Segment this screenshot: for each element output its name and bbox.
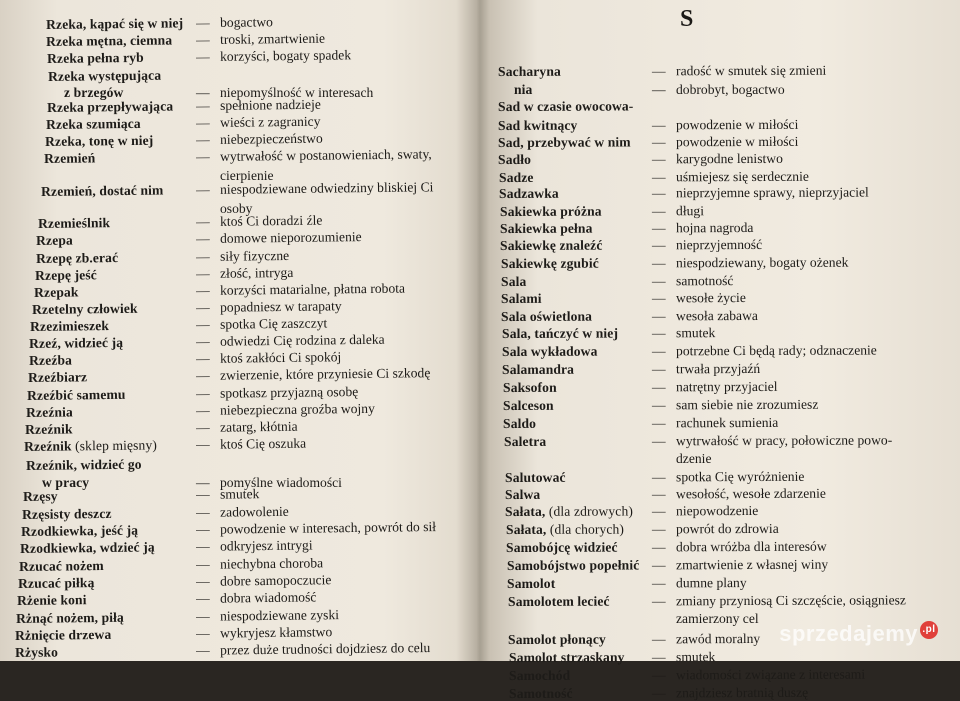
entry-term-line2: nia bbox=[514, 82, 533, 97]
entry-term bbox=[36, 250, 118, 266]
entry-meaning: smutek bbox=[675, 649, 716, 665]
entry-meaning: niespodziewany, bogaty ożenek bbox=[675, 254, 849, 271]
entry-term-text: Salceson bbox=[503, 397, 554, 413]
entry-meaning: zmartwienie z własnej winy bbox=[675, 556, 829, 573]
entry-term-text: Rzucać piłką bbox=[18, 575, 95, 591]
entry-term bbox=[17, 592, 87, 608]
entry-term bbox=[501, 274, 526, 289]
entry-dash: — bbox=[195, 590, 210, 606]
entry-term bbox=[19, 558, 104, 574]
entry-term bbox=[501, 256, 599, 271]
entry-dash: — bbox=[196, 475, 210, 490]
entry-meaning: zmiany przyniosą Ci szczęście, osiągniesz bbox=[675, 592, 906, 609]
entry-term-text: Salutować bbox=[505, 469, 566, 485]
entry-term bbox=[503, 380, 557, 395]
entry-term bbox=[15, 644, 58, 660]
entry-term bbox=[29, 352, 72, 368]
entry-term bbox=[26, 404, 73, 420]
entry-meaning: powodzenie w miłości bbox=[675, 133, 799, 150]
entry-term-text: Rzeź, widzieć ją bbox=[29, 334, 124, 351]
entry-meaning: hojna nagroda bbox=[675, 219, 754, 236]
entry-term bbox=[498, 152, 531, 167]
entry-meaning: pomyślne wiadomości bbox=[220, 475, 342, 490]
entry-term bbox=[500, 238, 602, 253]
entry-meaning: dobre samopoczucie bbox=[219, 572, 332, 589]
entry-dash: — bbox=[651, 397, 666, 413]
entry-dash: — bbox=[651, 469, 666, 485]
entry-term bbox=[16, 610, 124, 626]
entry-term-text: Sałata, bbox=[505, 503, 546, 519]
entry-meaning: korzyści matarialne, płatna robota bbox=[219, 280, 406, 298]
entry-term-text: Salwa bbox=[505, 486, 541, 502]
entry-term-text: Rzeka występująca bbox=[48, 67, 162, 84]
entry-term-text: Sadło bbox=[498, 151, 532, 167]
entry-meaning: wytrwałość w pracy, połowiczne powo- bbox=[675, 432, 893, 449]
entry-term-text: Rzemień bbox=[44, 150, 96, 166]
entry-dash: — bbox=[195, 642, 210, 658]
entry-term-line2: w pracy bbox=[42, 475, 90, 490]
entry-meaning: sam siebie nie zrozumiesz bbox=[675, 396, 819, 413]
entry-dash: — bbox=[195, 149, 210, 165]
entry-term bbox=[505, 470, 566, 485]
entry-term-text: Sad kwitnący bbox=[498, 117, 578, 133]
entry-meaning: smutek bbox=[675, 325, 716, 341]
entry-dash: — bbox=[196, 85, 210, 100]
entry-term-text: Rzepa bbox=[36, 232, 73, 248]
entry-dash: — bbox=[651, 685, 666, 701]
entry-term bbox=[506, 522, 624, 537]
entry-meaning: spotka Cię zaszczyt bbox=[219, 315, 328, 332]
entry-term-text: Sakiewka pełna bbox=[500, 220, 593, 236]
entry-dash: — bbox=[195, 556, 210, 572]
entry-meaning: niespodziewane zyski bbox=[219, 607, 340, 624]
entry-term bbox=[500, 204, 602, 219]
entry-meaning: spotka Cię wyróżnienie bbox=[675, 468, 805, 485]
entry-term-text: Saksofon bbox=[503, 379, 557, 395]
entry-term bbox=[501, 309, 592, 324]
entry-meaning: dobrobyt, bogactwo bbox=[676, 82, 785, 97]
entry-term bbox=[46, 15, 183, 32]
entry-meaning: wiadomości związane z interesami bbox=[675, 666, 866, 683]
entry-dash: — bbox=[651, 649, 666, 665]
entry-dash: — bbox=[651, 521, 666, 537]
entry-term bbox=[25, 421, 73, 437]
entry-dash: — bbox=[651, 343, 666, 359]
entry-term bbox=[27, 387, 126, 403]
entry-term bbox=[502, 326, 618, 341]
entry-term-text: Samochód bbox=[509, 667, 571, 683]
entry-term bbox=[509, 686, 573, 701]
entry-term-text: Salamandra bbox=[502, 361, 575, 377]
entry-meaning: wesołość, wesołe zdarzenie bbox=[675, 485, 826, 502]
entry-meaning: korzyści, bogaty spadek bbox=[219, 47, 352, 64]
entry-dash: — bbox=[651, 134, 666, 150]
entry-meaning: złość, intryga bbox=[219, 264, 294, 281]
entry-term-text: Samobójstwo popełnić bbox=[507, 557, 640, 573]
entry-dash: — bbox=[195, 538, 210, 554]
entry-dash: — bbox=[651, 255, 666, 271]
entry-dash: — bbox=[651, 169, 666, 185]
entry-term-text: Rzeźbić samemu bbox=[27, 386, 126, 403]
entry-term bbox=[24, 437, 157, 454]
entry-meaning: nieprzyjemne sprawy, nieprzyjaciel bbox=[675, 184, 869, 201]
entry-dash: — bbox=[651, 220, 666, 236]
entry-term bbox=[498, 118, 577, 133]
entry-term bbox=[509, 668, 570, 683]
entry-term-text: Sakiewkę znaleźć bbox=[500, 237, 603, 253]
entry-term-note: (dla zdrowych) bbox=[548, 503, 633, 519]
entry-meaning: ktoś zakłóci Ci spokój bbox=[219, 349, 342, 366]
entry-term-text: Rzeźnia bbox=[26, 404, 73, 420]
entry-term bbox=[498, 134, 631, 150]
right-page bbox=[484, 0, 960, 701]
watermark-logo: sprzedajemy .pl bbox=[779, 621, 938, 647]
entry-dash: — bbox=[651, 503, 666, 519]
entry-term-text: Rzęsy bbox=[23, 488, 58, 504]
entry-term bbox=[502, 362, 574, 377]
entry-term bbox=[30, 318, 109, 334]
entry-dash: — bbox=[651, 486, 666, 502]
entry-meaning: odkryjesz intrygi bbox=[219, 537, 313, 554]
entry-meaning: niepomyślność w interesach bbox=[220, 85, 374, 100]
entry-dash: — bbox=[651, 361, 666, 377]
entry-term bbox=[498, 64, 561, 79]
entry-dash: — bbox=[651, 151, 666, 167]
entry-dash: — bbox=[195, 15, 210, 31]
entry-dash: — bbox=[195, 367, 210, 383]
entry-meaning: domowe nieporozumienie bbox=[219, 229, 362, 246]
entry-dash: — bbox=[651, 415, 666, 431]
entry-term bbox=[504, 434, 546, 449]
entry-meaning: radość w smutek się zmieni bbox=[675, 62, 827, 79]
entry-term-text: Rzeka mętna, ciemna bbox=[46, 32, 173, 49]
entry-dash: — bbox=[195, 213, 210, 230]
entry-meaning: bogactwo bbox=[219, 14, 274, 30]
entry-term-text: Sakiewkę zgubić bbox=[501, 255, 599, 271]
entry-term bbox=[502, 344, 598, 359]
entry-term bbox=[509, 650, 625, 665]
entry-term-text: Sala, tańczyć w niej bbox=[502, 325, 619, 341]
entry-dash: — bbox=[651, 117, 666, 133]
entry-term bbox=[501, 291, 542, 306]
entry-term bbox=[36, 233, 73, 248]
entry-term bbox=[508, 632, 606, 647]
entry-term-text: Sala wykładowa bbox=[502, 343, 598, 359]
entry-meaning-continuation: dzenie bbox=[676, 451, 712, 466]
entry-term-text: Rzeka szumiąca bbox=[46, 115, 141, 132]
entry-meaning: wieści z zagranicy bbox=[219, 113, 321, 130]
entry-term-text: Rzodkiewka, jeść ją bbox=[21, 522, 139, 539]
entry-term bbox=[23, 489, 58, 504]
entry-term bbox=[35, 267, 97, 283]
entry-meaning: spełnione nadzieje bbox=[219, 96, 321, 113]
entry-meaning: ktoś Cię oszuka bbox=[219, 435, 307, 452]
entry-meaning: niechybna choroba bbox=[219, 555, 324, 572]
entry-term-text: Rzepę jeść bbox=[35, 267, 97, 283]
entry-term-text: Saletra bbox=[504, 433, 547, 449]
entry-dash: — bbox=[651, 433, 666, 449]
entry-term bbox=[41, 183, 164, 199]
entry-dash: — bbox=[195, 265, 210, 282]
entry-term-text: Rzepę zb.erać bbox=[36, 250, 119, 266]
entry-term-text: Rżysko bbox=[15, 644, 59, 660]
entry-meaning-continuation: osoby bbox=[220, 201, 253, 216]
entry-term-text: Samolot płonący bbox=[508, 631, 606, 647]
entry-term-text: Sałata, bbox=[506, 521, 547, 537]
entry-dash: — bbox=[195, 248, 210, 265]
entry-term-text: Sakiewka próżna bbox=[500, 203, 602, 219]
entry-term-text: Rzemieślnik bbox=[38, 215, 111, 231]
entry-term bbox=[45, 133, 153, 149]
entry-meaning: wykryjesz kłamstwo bbox=[219, 624, 333, 641]
entry-term-text: Rzeźbiarz bbox=[28, 369, 88, 385]
entry-meaning: zadowolenie bbox=[219, 503, 289, 520]
entry-dash: — bbox=[651, 379, 666, 395]
entry-meaning: rachunek sumienia bbox=[675, 414, 779, 431]
entry-meaning: troski, zmartwienie bbox=[219, 30, 326, 47]
entry-dash: — bbox=[651, 325, 666, 341]
entry-term bbox=[15, 627, 111, 643]
entry-dash: — bbox=[651, 631, 666, 647]
entry-term-text: Rzeźnik bbox=[24, 438, 72, 454]
entry-meaning: znajdziesz bratnią duszę bbox=[675, 684, 809, 701]
entry-dash: — bbox=[652, 82, 666, 97]
entry-dash: — bbox=[195, 486, 210, 502]
entry-meaning: niespodziewane odwiedziny bliskiej Ci bbox=[219, 179, 434, 197]
entry-dash: — bbox=[651, 203, 666, 219]
entry-term bbox=[507, 557, 639, 573]
entry-dash: — bbox=[195, 504, 210, 520]
entry-term-text: Sala bbox=[501, 273, 527, 289]
entry-dash: — bbox=[195, 282, 210, 299]
entry-term-text: Sadze bbox=[499, 169, 534, 185]
entry-term-text: Rzeźba bbox=[29, 352, 73, 368]
entry-term-text: Rzetelny człowiek bbox=[32, 300, 138, 317]
entry-term-note: (dla chorych) bbox=[549, 521, 625, 537]
entry-term bbox=[28, 369, 87, 385]
entry-dash: — bbox=[651, 273, 666, 289]
entry-meaning: długi bbox=[675, 203, 705, 219]
entry-term bbox=[44, 150, 95, 166]
entry-meaning: niepowodzenie bbox=[675, 502, 759, 519]
entry-meaning: powrót do zdrowia bbox=[675, 520, 779, 537]
entry-meaning: powodzenie w interesach, powrót do sił bbox=[219, 519, 437, 537]
entry-term-text: Rżenie koni bbox=[17, 592, 87, 608]
entry-term bbox=[508, 594, 610, 609]
entry-term-text: Sadzawka bbox=[499, 185, 559, 201]
entry-dash: — bbox=[651, 237, 666, 253]
entry-dash: — bbox=[195, 98, 210, 114]
entry-term-text: Samobójcę widzieć bbox=[506, 539, 618, 555]
entry-dash: — bbox=[651, 290, 666, 306]
entry-term-text: Rzeka, tonę w niej bbox=[45, 132, 154, 149]
entry-term bbox=[26, 457, 142, 473]
left-page bbox=[0, 0, 476, 661]
entry-term bbox=[47, 98, 173, 115]
entry-term-text: Rzezimieszek bbox=[30, 318, 110, 334]
entry-term-text: Samolot bbox=[507, 575, 556, 591]
entry-term-text: Saldo bbox=[503, 415, 537, 431]
entry-meaning: dobra wiadomość bbox=[219, 589, 317, 606]
entry-term bbox=[47, 50, 144, 66]
entry-term bbox=[48, 68, 161, 84]
entry-dash: — bbox=[195, 333, 210, 349]
entry-dash: — bbox=[195, 49, 210, 65]
entry-meaning: niebezpieczeństwo bbox=[219, 130, 323, 147]
entry-term bbox=[29, 335, 123, 351]
entry-term-text: Salami bbox=[501, 290, 542, 306]
entry-dash: — bbox=[651, 557, 666, 573]
entry-meaning: popadniesz w tarapaty bbox=[219, 298, 342, 315]
entry-term bbox=[499, 170, 534, 185]
entry-term bbox=[46, 116, 141, 132]
entry-meaning: siły fizyczne bbox=[219, 247, 290, 264]
entry-meaning: powodzenie w miłości bbox=[675, 116, 799, 133]
entry-term-text: Rżnięcie drzewa bbox=[15, 626, 112, 643]
entry-dash: — bbox=[195, 181, 210, 198]
entry-dash: — bbox=[195, 132, 210, 148]
entry-term bbox=[500, 221, 592, 236]
entry-term bbox=[21, 523, 138, 539]
entry-term-text: Samolotem lecieć bbox=[508, 593, 610, 609]
entry-meaning: ktoś Ci doradzi źle bbox=[219, 212, 323, 229]
entry-term-text: Rzęsisty deszcz bbox=[22, 505, 112, 522]
entry-term-text: Rzeka pełna ryb bbox=[47, 49, 144, 66]
entry-term bbox=[506, 540, 618, 555]
entry-term bbox=[46, 32, 172, 49]
entry-meaning: zwierzenie, które przyniesie Ci szkodę bbox=[219, 365, 431, 383]
entry-dash: — bbox=[195, 299, 210, 316]
entry-term-line2: z brzegów bbox=[64, 85, 124, 100]
entry-dash: — bbox=[195, 402, 210, 418]
entry-term-text: Rzemień, dostać nim bbox=[41, 182, 164, 199]
entry-term-note: (sklep mięsny) bbox=[75, 437, 158, 454]
entry-term-text: Rzeka, kąpać się w niej bbox=[46, 15, 184, 32]
section-letter-heading: S bbox=[680, 6, 694, 32]
entry-meaning: zatarg, kłótnia bbox=[219, 418, 298, 435]
entry-meaning: trwała przyjaźń bbox=[675, 360, 761, 377]
entry-meaning: spotkasz przyjazną osobę bbox=[219, 384, 359, 401]
entry-term-text: Samolot strzaskany bbox=[509, 649, 625, 665]
entry-dash: — bbox=[651, 63, 666, 79]
entry-meaning: nieprzyjemność bbox=[675, 236, 763, 253]
entry-term-text: Rzepak bbox=[34, 284, 79, 300]
entry-meaning: wytrwałość w postanowieniach, swaty, bbox=[219, 146, 432, 164]
entry-term-text: Rżnąć nożem, piłą bbox=[16, 609, 124, 626]
entry-term bbox=[499, 186, 559, 201]
entry-meaning-continuation: zamierzony cel bbox=[676, 611, 759, 626]
entry-dash: — bbox=[195, 608, 210, 624]
entry-dash: — bbox=[195, 32, 210, 48]
entry-dash: — bbox=[195, 419, 210, 435]
entry-term-text: Rzodkiewka, wdzieć ją bbox=[20, 539, 155, 556]
entry-term bbox=[507, 576, 555, 591]
entry-meaning-continuation: cierpienie bbox=[220, 168, 274, 183]
entry-meaning: wesołe życie bbox=[675, 290, 746, 306]
entry-dash: — bbox=[195, 316, 210, 333]
entry-dash: — bbox=[195, 350, 210, 366]
entry-term bbox=[20, 539, 155, 556]
entry-term bbox=[503, 398, 554, 413]
entry-term bbox=[18, 575, 95, 591]
entry-term bbox=[38, 215, 110, 231]
entry-term bbox=[34, 284, 79, 300]
entry-meaning: przez duże trudności dojdziesz do celu bbox=[219, 640, 431, 658]
entry-term bbox=[505, 503, 633, 519]
entry-term bbox=[32, 301, 138, 317]
entry-dash: — bbox=[195, 436, 210, 452]
entry-meaning: smutek bbox=[219, 486, 260, 502]
entry-term-text: Sacharyna bbox=[498, 63, 561, 79]
entry-dash: — bbox=[195, 230, 210, 247]
entry-dash: — bbox=[195, 385, 210, 401]
entry-term bbox=[505, 487, 540, 502]
entry-meaning: zawód moralny bbox=[675, 630, 761, 647]
entry-dash: — bbox=[195, 115, 210, 131]
entry-dash: — bbox=[651, 308, 666, 324]
entry-meaning: natrętny przyjaciel bbox=[675, 378, 778, 395]
entry-meaning: odwiedzi Cię rodzina z daleka bbox=[219, 331, 385, 349]
entry-term-text: Sala oświetlona bbox=[501, 308, 593, 324]
entry-dash: — bbox=[651, 539, 666, 555]
entry-dash: — bbox=[651, 185, 666, 201]
entry-dash: — bbox=[651, 593, 666, 609]
entry-dash: — bbox=[651, 667, 666, 683]
entry-term-text: Rzeźnik, widzieć go bbox=[26, 456, 142, 473]
entry-term-text: Rzeźnik bbox=[25, 421, 73, 437]
entry-meaning: dobra wróżba dla interesów bbox=[675, 538, 827, 555]
entry-term bbox=[498, 98, 633, 114]
entry-term bbox=[22, 506, 112, 522]
entry-meaning: potrzebne Ci będą rady; odznaczenie bbox=[675, 342, 877, 359]
entry-meaning: wesoła zabawa bbox=[675, 307, 758, 324]
entry-dash: — bbox=[195, 573, 210, 589]
entry-meaning: karygodne lenistwo bbox=[675, 150, 783, 167]
entry-term-text: Rzeka przepływająca bbox=[47, 98, 174, 115]
entry-meaning: dumne plany bbox=[675, 575, 747, 591]
entry-meaning: samotność bbox=[675, 273, 734, 289]
entry-dash: — bbox=[651, 575, 666, 591]
entry-term-text: Sad w czasie owocowa- bbox=[498, 98, 634, 114]
entry-dash: — bbox=[195, 521, 210, 537]
entry-dash: — bbox=[195, 625, 210, 641]
entry-meaning: niebezpieczna groźba wojny bbox=[219, 400, 375, 418]
entry-term bbox=[503, 416, 536, 431]
entry-term-text: Samotność bbox=[509, 685, 573, 701]
entry-meaning: uśmiejesz się serdecznie bbox=[675, 168, 809, 185]
entry-term-text: Rzucać nożem bbox=[19, 557, 104, 574]
entry-term-text: Sad, przebywać w nim bbox=[498, 134, 631, 150]
